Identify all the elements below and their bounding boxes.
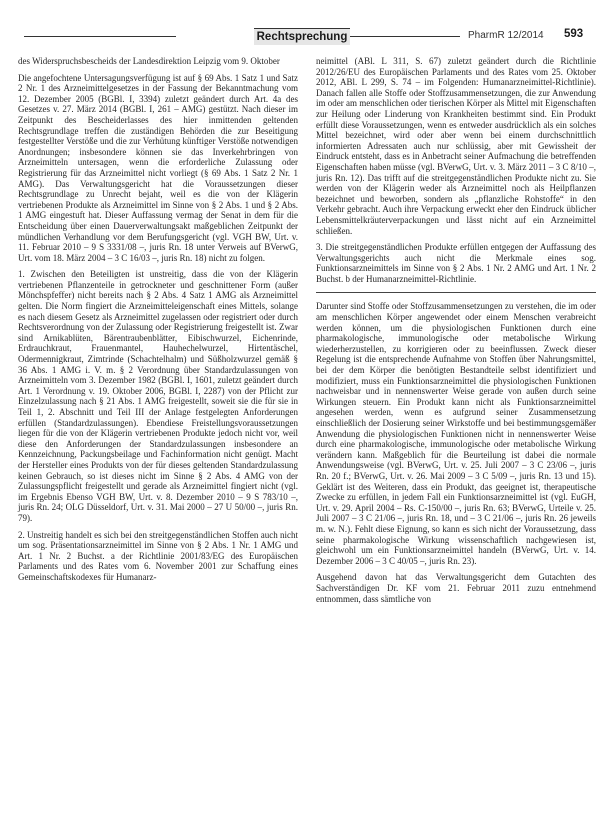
right-column bbox=[316, 56, 596, 610]
paragraph: 1. Zwischen den Beteiligten ist unstreitig, dass die von der Klägerin vertriebenen Pflanzenteile in getrockneter und geschnittener Form (außer Mönchspfeffer) nicht bereits nach § 2 Abs. 4 Satz 1 AMG als Arzneimittel gelten. Die Norm fingiert die Arzneimitteleigenschaft eines Mittels, solange es nach diesem Gesetz als Arzneimittel zugelassen oder registriert oder durch Rechtsverordnung von der Zulassung oder Registrierung freigestellt ist. Zwar sind Arnikablüten, Bärentraubenblätter, Eibischwurzel, Eichenrinde, Erdrauchkraut, Frauenmantel, Hauhechelwurzel, Hirtentäschel, Odermennigkraut, Zimtrinde (Schachtelhalm) und Süßholzwurzel gemäß § 36 Abs. 1 AMG i. V. m. § 2 Verordnung über Standardzulassungen von Arzneimitteln vom 3. Dezember 1982 (BGBl. I, 1601, zuletzt geändert durch Art. 1 Verordnung v. 19. Oktober 2006, BGBl. I, 2287) von der Pflicht zur Einzelzulassung nach § 21 Abs. 1 AMG freigestellt, soweit sie die für sie in Teil 1, 2. Abschnitt und Teil III der Anlage festgelegten Anforderungen erfüllen (Standardzulassungen). Ebendiese Freistellungsvoraussetzungen liegen für die von der Klägerin vertriebenen Produkte jedoch nicht vor, weil diese den Anforderungen der Standardzulassungen insbesondere an Kennzeichnung, Packungsbeilage und Fachinformation nicht genügt. Macht der Hersteller eines Produkts von der für dieses geltenden Standardzulassung keinen Gebrauch, so ist dieses nicht im Sinne § 2 Abs. 4 AMG von der Zulassungspflicht freigestellt und gerade als Arzneimittel fingiert nicht (vgl. im Ergebnis Ebenso VGH BW, Urt. v. 8. Dezember 2010 – 9 S 783/10 –, juris Rn. 24; OLG Düsseldorf, Urt. v. 31. Mai 2000 – 27 U 50/00 –, juris Rn. 79). bbox=[18, 269, 298, 523]
paragraph: des Widerspruchsbescheids der Landesdirektion Leipzig vom 9. Oktober bbox=[18, 56, 280, 66]
journal-issue: PharmR 12/2014 bbox=[468, 30, 544, 41]
page-header bbox=[0, 0, 608, 48]
column-divider bbox=[316, 292, 596, 293]
paragraph: Die angefochtene Untersagungsverfügung ist auf § 69 Abs. 1 Satz 1 und Satz 2 Nr. 1 des Arzneimittelgesetzes in der Fassung der Bekanntmachung vom 12. Dezember 2005 (BGBl. I, 3394) zuletzt geändert durch Art. 4a des Gesetzes v. 27. März 2014 (BGBl. I, 261 – AMG) gestützt. Nach dieser im Zeitpunkt des Bescheiderlasses des hier inmittenden geltenden Rechtsgrundlage treffen die zuständigen Behörden die zur Beseitigung festgestellter Verstöße und die zur Verhütung künftiger Verstöße notwendigen Anordnungen; insbesondere können sie das Inverkehrbringen von Arzneimitteln untersagen, wenn die erforderliche Zulassung oder Registrierung für das Arzneimittel nicht vorliegt (§ 69 Abs. 1 Satz 2 Nr. 1 AMG). Das Verwaltungsgericht hat die Voraussetzungen dieser Rechtsgrundlage zu Unrecht bejaht, weil es die von der Klägerin vertriebenen Produkte als Arzneimittel im Sinne von § 2 Abs. 1 und § 2 Abs. 1 AMG eingestuft hat. Dieser Auffassung vermag der Senat in dem für die Entscheidung über einen Dauerverwaltungsakt maßgeblichen Zeitpunkt der mündlichen Verhandlung vor dem Berufungsgericht (vgl. VGH BW, Urt. v. 11. Februar 2010 – 9 S 3331/08 –, juris Rn. 18 unter Verweis auf BVerwG, Urt. vom 18. März 2004 – 3 C 16/03 –, juris Rn. 18) nicht zu folgen. bbox=[18, 72, 298, 263]
paragraph: Darunter sind Stoffe oder Stoffzusammensetzungen zu verstehen, die im oder am menschlichen Körper angewendet oder einem Menschen verabreicht werden können, um die physiologischen Funktionen durch eine pharmakologische, immunologische oder metabolische Wirkung wiederherzustellen, zu korrigieren oder zu beeinflussen. Zweck dieser Regelung ist die entsprechende Aufnahme von Stoffen über Nahrungsmittel, bei der dem Körper die benötigten Bestandteile selbst identifiziert und modifiziert, muss ein Funktionsarzneimittel die physiologischen Funktionen nachweisbar und in nennenswerter Weise gerade von außen durch seine Wirkungen steuern. Ein Produkt kann nicht als Funktionsarzneimittel angesehen werden, wenn es aufgrund seiner Zusammensetzung einschließlich der Dosierung seiner Wirkstoffe und bei bestimmungsgemäßer Anwendung die physiologischen Funktionen nicht in nennenswerter Weise durch eine pharmakologische, immunologische oder metabolische Wirkung verändern kann. Maßgeblich für die Beurteilung ist dabei die normale Anwendungsweise (vgl. BVerwG, Urt. v. 25. Juli 2007 – 3 C 23/06 –, juris Rn. 20 f.; BVerwG, Urt. v. 26. Mai 2009 – 3 C 5/09 –, juris Rn. 13 und 15). Geklärt ist des Weiteren, dass ein Produkt, das geeignet ist, therapeutische Zwecke zu erfüllen, in jedem Fall ein Funktionsarzneimittel ist (vgl. EuGH, Urt. v. 29. April 2004 – Rs. C-150/00 –, juris Rn. 63; BVerwG, Urteile v. 25. Juli 2007 – 3 C 21/06 –, juris Rn. 18, und – 3 C 21/06 –, juris Rn. 26 jeweils m. w. N.). Fehlt diese Eignung, so kann es sich nicht der Voraussetzung, dass seine pharmakologische Wirkung wissenschaftlich nachgewiesen ist, gleichwohl um ein Funktionsarzneimittel handeln (BVerwG, Urt. v. 14. Dezember 2006 – 3 C 40/05 –, juris Rn. 23). bbox=[316, 301, 596, 566]
page-number: 593 bbox=[564, 28, 584, 40]
paragraph: 3. Die streitgegenständlichen Produkte erfüllen entgegen der Auffassung des Verwaltungsgerichts auch nicht die Merkmale eines sog. Funktionsarzneimittels im Sinne von § 2 Abs. 1 Nr. 2 AMG und Art. 1 Nr. 2 Buchst. b der Humanarzneimittel-Richtlinie. bbox=[316, 242, 596, 284]
paragraph: neimittel (ABl. L 311, S. 67) zuletzt geändert durch die Richtlinie 2012/26/EU des Europäischen Parlaments und des Rates vom 25. Oktober 2012, ABl. L 299, S. 74 – im Folgenden: Humanarzneimittel-Richtlinie). Danach fallen alle Stoffe oder Stoffzusammensetzungen, die zur Anwendung im oder am menschlichen oder tierischen Körper als Mittel mit Eigenschaften zur Heilung oder Linderung von Krankheiten bestimmt sind. Ein Produkt erfüllt diese Voraussetzungen, wenn es entweder ausdrücklich als ein solches Mittel bezeichnet, wird oder aber wenn bei einem durchschnittlich informierten Adressaten auch nur schlüssig, aber mit Gewissheit der Eindruck entsteht, dass es in Anbetracht seiner Aufmachung die betreffenden Eigenschaften haben müsse (vgl. BVerwG, Urt. v. 3. März 2011 – 3 C 8/10 –, juris Rn. 12). Das trifft auf die streitgegenständlichen Produkte nicht zu. Sie werden von der Klägerin weder als Arzneimittel noch als Heilpflanzen bezeichnet und beworben, sondern als „pflanzliche Rohstoffe“ in den Verkehr gebracht. Auch ihre Verpackung erweckt eher den Eindruck üblicher Lebensmittelkräuterverpackungen und lässt nicht auf ein Arzneimittel schließen. bbox=[316, 56, 596, 236]
left-column bbox=[18, 56, 298, 589]
header-rule-right bbox=[350, 36, 460, 37]
paragraph: 2. Unstreitig handelt es sich bei den streitgegenständlichen Stoffen auch nicht um sog. Präsentationsarzneimittel im Sinne von § 2 Abs. 1 Nr. 1 AMG und Art. 1 Nr. 2 Buchst. a der Richtlinie 2001/83/EG des Europäischen Parlaments und des Rates vom 6. November 2001 zur Schaffung eines Gemeinschaftskodexes für Humanarz- bbox=[18, 529, 298, 582]
header-rule-left bbox=[24, 36, 176, 37]
paragraph: Ausgehend davon hat das Verwaltungsgericht dem Gutachten des Sachverständigen Dr. KF vom 21. Februar 2011 zuzu entnehmend entnommen, dass sämtliche von bbox=[316, 572, 596, 604]
section-title: Rechtsprechung bbox=[254, 28, 350, 45]
